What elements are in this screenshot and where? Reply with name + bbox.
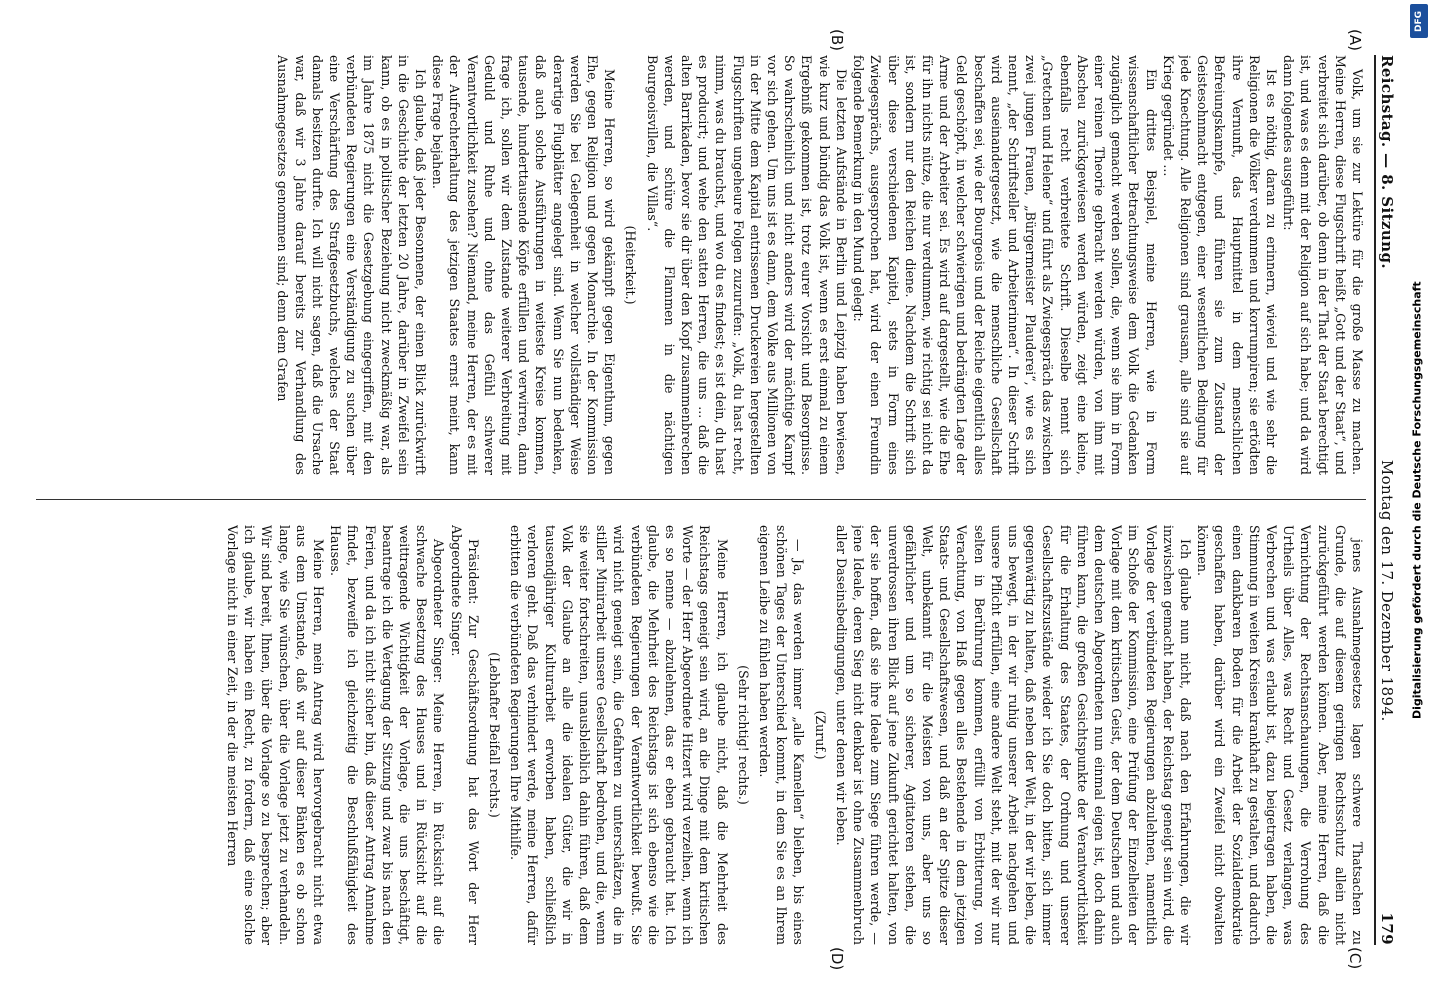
- interjection: (Lebhafter Beifall rechts.): [487, 652, 503, 818]
- right-column: [36, 525, 1366, 945]
- header-session: Reichstag. — 8. Sitzung.: [1378, 55, 1396, 269]
- paragraph: Ich glaube, daß jeder Besonnene, der einen Blick zurückwirft in die Geschichte der letzten 20 Jahre, darüber in Zweifel sein kann, ob es in politischer Beziehung nicht zweckmäßig war, als im Jahre 1875 nicht die Gesetzgebung eingegriffen, mit den verbündeten Regierungen eine Verständigung zu suchen über eine Verschärfung des Strafgesetzbuchs, welches der Staat damals besitzen durfte. Ich will nicht sagen, daß die Ursache war, daß wir 3 Jahre darauf bereits zur Verhandlung des Ausnahmegesetzes genommen sind; denn dem Grafen: [275, 55, 429, 475]
- dfg-logo-icon: DFG: [1410, 4, 1428, 38]
- rotated-page-content: [26, 25, 1406, 975]
- page-number: 179: [1378, 912, 1396, 945]
- paragraph: Ich glaube nun nicht, daß nach den Erfahrungen, die wir inzwischen gemacht haben, der Reichstag geneigt sein wird, die Vorlage der verbündeten Regierungen abzulehnen, namentlich im Schoße der Kommission, eine Prüfung der Einzelheiten der Vorlage mit dem kritischen Geist, der dem Deutschen und auch dem deutschen Abgeordneten nun einmal eigen ist, doch dahin führen kann, die großen Gesichtspunkte der Verantwortlichkeit für die Erhaltung des Staates, der Ordnung und unserer Gesellschaftszustände wieder ich Sie doch bitten, sich immer gegenwärtig zu halten, daß neben der Welt, in der wir leben, die uns bewegt, in der wir ruhig unserer Arbeit nachgehen und unsere Pflicht erfüllen, eine andere Welt steht, mit der wir nur selten in Berührung kommen, erfüllt von Erbitterung, von Verachtung, von Haß gegen alles Bestehende in dem jetzigen Staats- und Gesellschaftswesen, und daß an der Spitze dieser Welt, unbekannt für die Meisten von uns, aber uns so gefährlicher und um so sicherer, Agitatoren stehen, die unverdrossen ihren Blick auf jene Zukunft gerichtet halten, von der sie hoffen, daß sie ihre Ideale zum Siege führen werde, — jene Ideale, deren Sieg nicht denkbar ist ohne Zusammenbruch aller Daseinsbedingungen, unter denen wir leben.: [833, 525, 1193, 945]
- margin-marker-d: (D): [828, 947, 846, 971]
- paragraph: Meine Herren, so wird gekämpft gegen Eigenthum, gegen Ehe, gegen Religion und gegen Monarchie. In der Kommission werden Sie bei Gelegenheit in welcher vollständiger Weise derartige Flugblätter angelegt sind. Wenn Sie nun bedenken, daß auch solche Ausführungen in weiteste Kreise kommen, tausende, hunderttausende Köpfe erfüllen und verwirren, dann frage ich, sollen wir dem Zustande weiterer Verbreitung mit Geduld und Ruhe und ohne das Gefühl schwerer Verantwortlichkeit zusehen? Niemand, meine Herren, der es mit der Aufrechterhaltung des jetzigen Staates ernst meint, kann diese Frage bejahen.: [430, 55, 618, 475]
- paragraph: Volk, um sie zur Lektüre für die große Masse zu machen. Meine Herren, diese Flugschrift heißt „Gott und der Staat“, und verbreitet sich darüber, ob denn in der That der Staat berechtigt ist, und was es denn mit der Religion auf sich habe; und da wird dann folgendes ausgeführt:: [1281, 55, 1365, 475]
- paragraph: jenes Ausnahmegesetzes lagen schwere Thatsachen zu Grunde, die auf diesem geringen Rechtsschutz allein nicht zurückgeführt werden können. Aber, meine Herren, daß die Vernichtung der Rechtsanschauungen, die Verrohung des Urtheils über Alles, was Recht und Gesetz verlangen, was Verbrechen und was erlaubt ist, dazu beigetragen haben, die Stimmung in weiten Kreisen krankhaft zu gestalten, und dadurch einen dankbaren Boden für die Arbeit der Sozialdemokratie geschaffen haben, darüber wird ein Zweifel nicht obwalten können.: [1195, 525, 1365, 945]
- header-rule: [1374, 55, 1376, 945]
- paragraph: Ein drittes Beispiel, meine Herren, wie in Form wissenschaftlicher Betrachtungsweise dem Volk die Gedanken zugänglich gemacht werden sollen, die, wenn sie ihm in Form einer reinen Theorie gebracht werden würden, von ihm mit Abscheu zurückgewiesen werden würden, zeigt eine kleine, ebenfalls recht verbreitete Schrift. Dieselbe nennt sich „Gretchen und Helene“ und führt als Zwiegespräch das zwischen zwei jungen Frauen, „Bürgermeister Plauderei“, wie es sich nennt, „der Schriftsteller und Arbeiterinnen“. In dieser Schrift wird auseinandergesetzt, wie die menschliche Gesellschaft beschaffen sei, wie der Bourgeois und der Reiche eigentlich alles Geld geschöpft, in welcher schwierigen und bedrängten Lage der Arme und der Arbeiter sei. Es wird auf dargestellt, wie die Ehe für ihn nichts nütze, die nur verdummen, wie richtig sei nicht da ist, sondern nur den Reichen diene. Nachdem die Schrift sich über diese verschiedenen Kapitel, stets in Form eines Zwiegesprächs, ausgesprochen hat, wird der einen Freundin folgende Bemerkung in den Mund gelegt:: [851, 55, 1159, 475]
- quote-paragraph: Ist es nöthig, daran zu erinnern, wieviel und wie sehr die Religionen die Völker verdummen und korrumpiren; sie ertödten ihre Vernunft, das Hauptmittel in dem menschlichen Befreiungskampfe, und führen sie zum Zustand der Geistesohnmacht entgegen, einer wesentlichen Bedingung für jede Knechtung. Alle Religionen sind grausam, alle sind sie auf Krieg gegründet ...: [1160, 55, 1279, 475]
- interjection: (Zuruf.): [812, 710, 828, 760]
- digitization-credit: Digitalisierung gefördert durch die Deutsche Forschungsgemeinschaft: [1410, 281, 1424, 719]
- margin-marker-a: (A): [1346, 29, 1364, 51]
- running-header: [1378, 55, 1406, 945]
- quote-paragraph: Die letzten Aufstände in Berlin und Leipzig haben bewiesen, wie kurz und bündig das Volk ist, wenn es erst einmal zu einem Ergebniß gekommen ist, trotz eurer Vorsicht und Besorgnisse. So wahrscheinlich und nicht anders wird der mächtige Kampf vor sich gehen. Um uns ist es dann, dem Volke aus Millionen von in der Mitte dem Kapital entrissenen Druckereien hergestellten Flugschriften ungeheure Folgen zuzurufen: „Volk, du hast recht, nimm, was du brauchst, und wo du es findest; es ist dein, du hast es producirt; und wehe den satten Herren, die uns ... daß die alten Barrikaden, bevor sie dir über den Kopf zusammenbrechen werden, und schüre die Flammen in die nächtigen Bourgeoisvillen, die Villas“.: [644, 55, 849, 475]
- margin-marker-c: (C): [1346, 947, 1364, 970]
- left-column: [36, 55, 1366, 475]
- column-divider: [36, 499, 1366, 500]
- paragraph: Meine Herren, mein Antrag wird hervorgebracht nicht etwa aus dem Umstande, daß wir auf dieser Bänken es ob schon lange, wie Sie wünschen, über die Vorlage jetzt zu verhandeln. Wir sind bereit, Ihnen, über die Vorlage so zu besprechen; aber ich glaube, wir haben ein Recht, zu fordern, daß eine solche Vorlage nicht in einer Zeit, in der die meisten Herren: [225, 525, 327, 945]
- margin-marker-b: (B): [828, 29, 846, 51]
- paragraph: Präsident: Zur Geschäftsordnung hat das Wort der Herr Abgeordnete Singer.: [448, 525, 481, 945]
- paragraph: Abgeordneter Singer: Meine Herren, in Rücksicht auf die schwache Besetzung des Hauses und in Rücksicht auf die weittragende Wichtigkeit der Vorlage, die uns beschäftigt, beantrage ich die Vertagung der Sitzung und zwar bis nach den Ferien, und da ich nicht sicher bin, daß dieser Antrag Annahme findet, bezweifle ich gleichzeitig die Beschlußfähigkeit des Hauses.: [328, 525, 447, 945]
- interjection: (Heiterkeit.): [623, 225, 639, 305]
- header-date: Montag den 17. Dezember 1894.: [1378, 459, 1396, 722]
- interjection: (Sehr richtig! rechts.): [735, 665, 751, 805]
- paragraph: — Ja, das werden immer „alle Kamellen“ bleiben, bis eines schönen Tages der Unterschied kommt, in dem Sie es an Ihrem eigenen Leibe zu fühlen haben werden.: [757, 525, 807, 945]
- paragraph: Meine Herren, ich glaube nicht, daß die Mehrheit des Reichstags geneigt sein wird, an die Dinge mit dem kritischen Worte — der Herr Abgeordnete Hitzert wird verzeihen, wenn ich es so nenne — abzulehnen, das er eben gebraucht hat. Ich glaube, die Mehrheit des Reichstags ist sich ebenso wie die verbündeten Regierungen der Verantwortlichkeit bewußt. Sie wird nicht geneigt sein, die Gefahren zu unterschätzen, die in stiller Minirarbeit unsere Gesellschaft bedrohen, und die, wenn sie weiter fortschreiten, unausbleiblich dahin führen, daß dem Volk der Glaube an alle die idealen Güter, die wir in tausendjähriger Kulturarbeit erworben haben, schließlich verloren geht. Daß das verhindert werde, meine Herren, dafür erbitten die verbündeten Regierungen Ihre Mithilfe.: [508, 525, 730, 945]
